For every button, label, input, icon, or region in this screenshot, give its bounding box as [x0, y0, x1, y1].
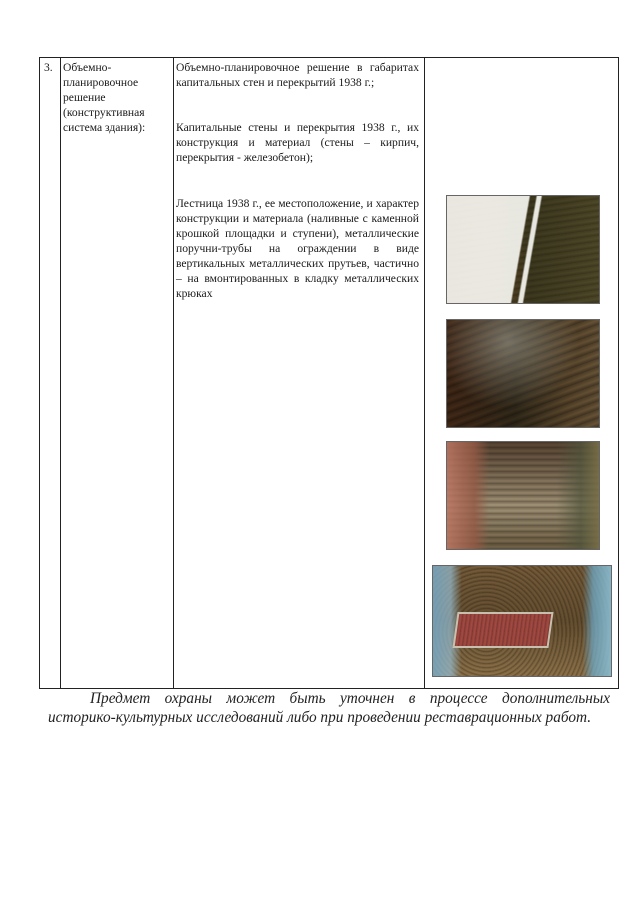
staircase-photo — [446, 195, 600, 304]
column-divider-description — [424, 57, 425, 689]
column-divider-number — [60, 57, 61, 689]
floor-mat — [452, 612, 553, 648]
feature-line: (конструктивная — [63, 106, 145, 119]
feature-line: планировочное — [63, 76, 139, 89]
description-paragraph-3: Лестница 1938 г., ее местоположение, и характер конструкции и материала (наливные с каменной крошкой площадки и ступени), металлические поручни-трубы на ограждении в виде вертикальных металлических прутьев, частично – на вмонтированных в кладку металлических крюках — [176, 197, 419, 300]
landing-floor-photo — [432, 565, 612, 677]
description-paragraph-2: Капитальные стены и перекрытия 1938 г., их конструкция и материал (стены – кирпич, перекрытия - железобетон); — [176, 121, 419, 164]
feature-line: система здания): — [63, 121, 146, 134]
stair-flight-photo — [446, 441, 600, 550]
table-right-border — [618, 57, 619, 689]
footer-note — [50, 689, 610, 727]
row-number: 3. — [44, 61, 53, 74]
column-divider-feature — [173, 57, 174, 689]
table-top-border — [39, 57, 619, 58]
feature-cell — [63, 60, 175, 135]
protection-table — [39, 57, 619, 689]
feature-line: решение — [63, 91, 106, 104]
feature-line: Объемно- — [63, 61, 112, 74]
staircase-railing-photo — [446, 319, 600, 428]
description-paragraph-1: Объемно-планировочное решение в габаритах капитальных стен и перекрытий 1938 г.; — [176, 61, 419, 89]
footer-line-1: Предмет охраны может быть уточнен в процессе дополнительных — [90, 690, 610, 707]
table-left-border — [39, 57, 40, 689]
footer-line-2: историко-культурных исследований либо при проведении реставрационных работ. — [48, 709, 592, 726]
